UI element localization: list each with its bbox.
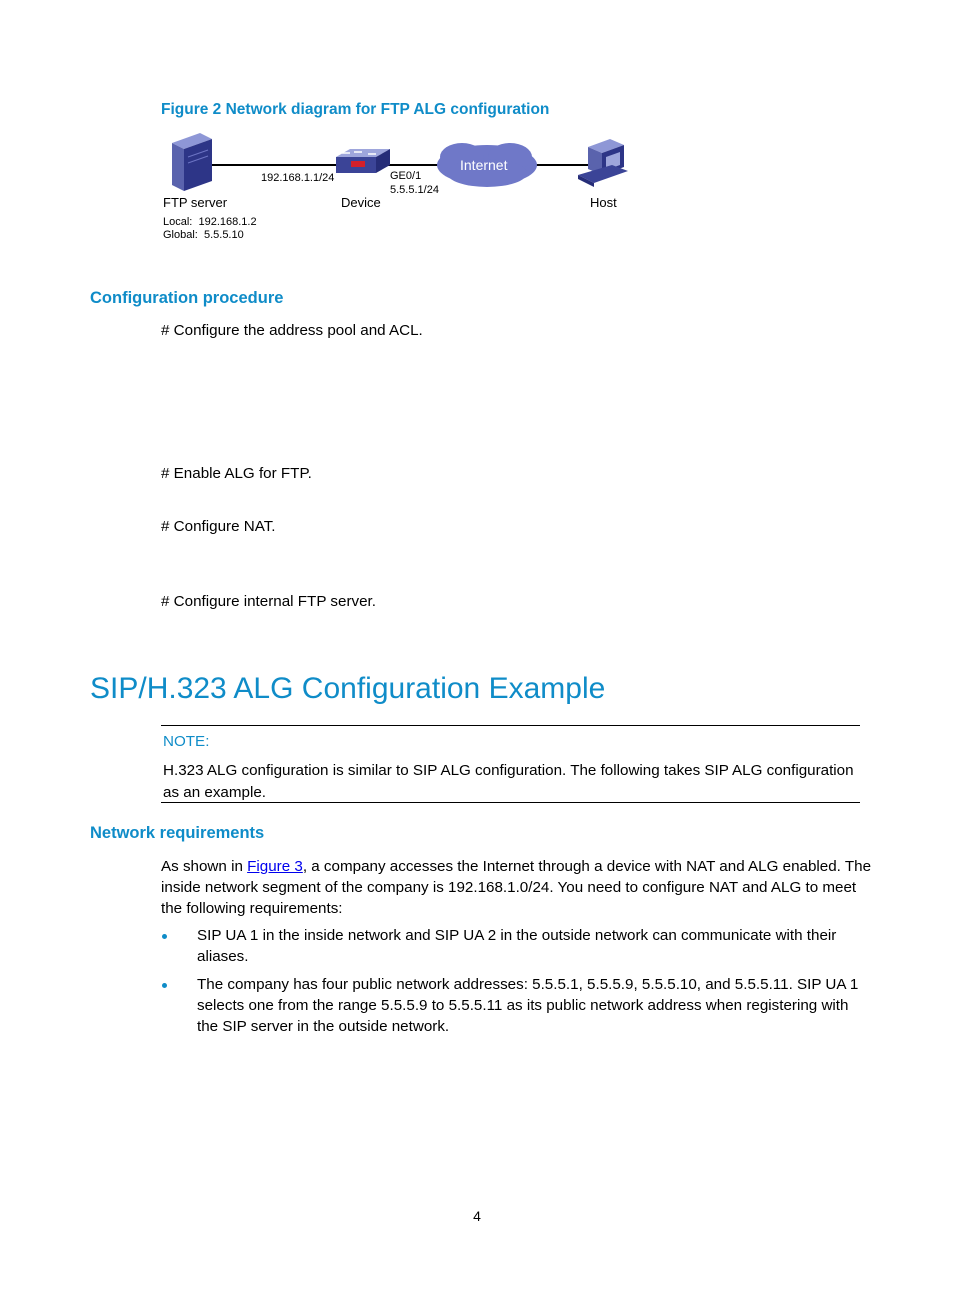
ftp-server-icon bbox=[172, 133, 212, 191]
bullet-2-line2: selects one from the range 5.5.5.9 to 5.5.5.11 as its public network address when registering with bbox=[197, 997, 849, 1014]
ftp-server-label: FTP server bbox=[163, 195, 228, 210]
device-label: Device bbox=[341, 195, 381, 210]
bullet-1-line1: SIP UA 1 in the inside network and SIP UA 2 in the outside network can communicate with their bbox=[197, 927, 837, 944]
bullet-dot bbox=[162, 934, 167, 939]
note-text-line1: H.323 ALG configuration is similar to SIP ALG configuration. The following takes SIP ALG configuration bbox=[163, 762, 854, 779]
ge-ip-label: 5.5.5.1/24 bbox=[390, 184, 439, 196]
requirements-intro-line3: the following requirements: bbox=[161, 900, 343, 917]
bullet-2-line3: the SIP server in the outside network. bbox=[197, 1018, 450, 1035]
note-label: NOTE: bbox=[163, 733, 210, 750]
bullet-2-line1: The company has four public network addresses: 5.5.5.1, 5.5.5.9, 5.5.5.10, and 5.5.5.11. SIP UA 1 bbox=[197, 976, 859, 993]
ftp-global-address: Global: 5.5.5.10 bbox=[163, 229, 244, 241]
step-enable-alg: # Enable ALG for FTP. bbox=[161, 465, 312, 482]
host-icon bbox=[578, 139, 628, 187]
intro-line1-rest: , a company accesses the Internet through a device with NAT and ALG enabled. The bbox=[302, 858, 872, 875]
host-label: Host bbox=[590, 195, 617, 210]
ge-port-label: GE0/1 bbox=[390, 170, 422, 182]
note-text-line2: as an example. bbox=[163, 784, 266, 801]
link-ip-label: 192.168.1.1/24 bbox=[261, 172, 335, 184]
configuration-procedure-heading: Configuration procedure bbox=[90, 289, 284, 307]
page-number: 4 bbox=[473, 1208, 481, 1224]
ftp-local-address: Local: 192.168.1.2 bbox=[163, 216, 257, 228]
network-requirements-heading: Network requirements bbox=[90, 824, 265, 842]
bullet-1-line2: aliases. bbox=[197, 948, 249, 965]
step-internal-ftp-server: # Configure internal FTP server. bbox=[161, 593, 376, 610]
requirements-intro-line2: inside network segment of the company is 192.168.1.0/24. You need to configure NAT and ALG to meet bbox=[161, 879, 857, 896]
figure-3-link[interactable]: Figure 3 bbox=[247, 858, 303, 875]
bullet-dot bbox=[162, 983, 167, 988]
step-configure-nat: # Configure NAT. bbox=[161, 518, 276, 535]
figure-caption: Figure 2 Network diagram for FTP ALG configuration bbox=[161, 101, 550, 118]
step-address-pool: # Configure the address pool and ACL. bbox=[161, 322, 423, 339]
requirements-intro-line1 bbox=[161, 856, 871, 877]
device-icon bbox=[336, 149, 390, 173]
section-title: SIP/H.323 ALG Configuration Example bbox=[90, 672, 606, 705]
note-top-rule bbox=[161, 725, 860, 726]
internet-label: Internet bbox=[460, 157, 508, 173]
network-diagram bbox=[150, 125, 650, 250]
intro-prefix: As shown in bbox=[161, 858, 248, 875]
note-bottom-rule bbox=[161, 802, 860, 803]
